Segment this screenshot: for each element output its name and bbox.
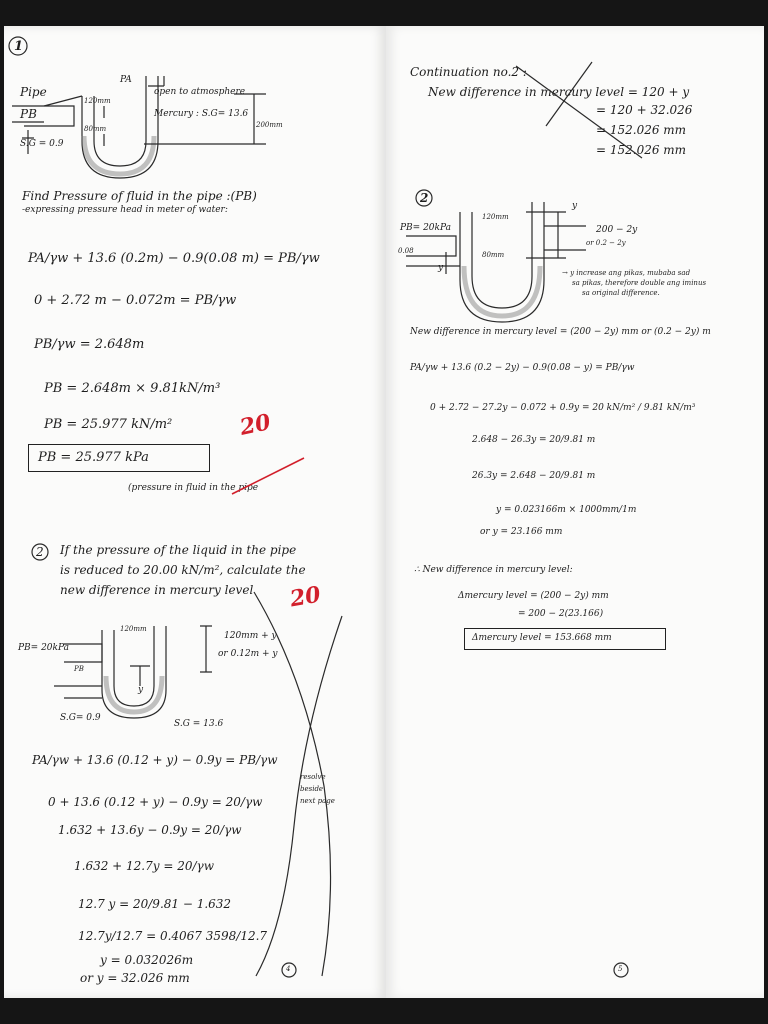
q2-pb-label: PB= 20kPa xyxy=(18,643,69,653)
cont-line-3: = 120 + 32.026 xyxy=(596,103,693,117)
sol-line-8: ∴ New difference in mercury level: xyxy=(414,565,573,575)
q2-side-1: 120mm + y xyxy=(224,631,277,641)
fig-side-2: or 0.2 − 2y xyxy=(586,239,626,247)
right-answer: Δmercury level = 153.668 mm xyxy=(472,633,612,643)
q2-sg-label: S.G= 0.9 xyxy=(60,713,101,723)
left-page-number-circle xyxy=(4,26,386,998)
sol-line-1: New difference in mercury level = (200 − 2y) mm or (0.2 − 2y) m xyxy=(410,327,711,337)
cont-line-4: = 152.026 mm xyxy=(596,123,687,137)
q2-line-3: 1.632 + 13.6y − 0.9y = 20/γw xyxy=(58,823,242,837)
sol-line-3: 0 + 2.72 − 27.2y − 0.072 + 0.9y = 20 kN/m² / 9.81 kN/m³ xyxy=(430,403,696,413)
sol-line-9: Δmercury level = (200 − 2y) mm xyxy=(458,591,609,601)
fig-note-3: sa original difference. xyxy=(582,289,660,297)
cont-line-5: = 152.026 mm xyxy=(596,143,687,157)
fig-120mm-label: 120mm xyxy=(482,213,509,221)
q1-pipe-label: Pipe xyxy=(20,85,47,99)
q1-number: 1 xyxy=(14,39,24,54)
q2-text-1: If the pressure of the liquid in the pipe xyxy=(60,543,297,557)
fig-y-label: y xyxy=(438,263,444,273)
resolve-note-2: beside xyxy=(300,785,324,793)
q1-note: (pressure in fluid in the pipe xyxy=(128,483,259,493)
q1-open-label: open to atmosphere xyxy=(154,87,246,97)
left-notebook-page xyxy=(4,26,386,998)
cont-line-2: New difference in mercury level = 120 + y xyxy=(428,85,690,99)
sol-line-7: or y = 23.166 mm xyxy=(480,527,563,537)
q2-side-2: or 0.12m + y xyxy=(218,649,278,659)
q1-line-5: PB/γw = 2.648m xyxy=(34,337,145,352)
fig-pb-label: PB= 20kPa xyxy=(400,223,451,233)
q2-line-4: 1.632 + 12.7y = 20/γw xyxy=(74,859,214,873)
q1-line-1: Find Pressure of fluid in the pipe :(PB) xyxy=(22,189,257,203)
q2-line-6: 12.7y/12.7 = 0.4067 3598/12.7 xyxy=(78,929,268,943)
q1-line-2: -expressing pressure head in meter of water: xyxy=(22,205,228,215)
sol-line-4: 2.648 − 26.3y = 20/9.81 m xyxy=(472,435,596,445)
right-page-number: 5 xyxy=(618,965,623,973)
q2-y-label: y xyxy=(138,685,144,695)
q1-sg-label: S.G = 0.9 xyxy=(20,139,64,149)
score-2: 20 xyxy=(287,581,323,613)
q1-pa-label: PA xyxy=(120,75,132,85)
fig-number: 2 xyxy=(420,191,429,205)
fig-side-1: 200 − 2y xyxy=(596,225,638,235)
sol-line-6: y = 0.023166m × 1000mm/1m xyxy=(496,505,637,515)
q2-pb2-label: PB xyxy=(74,665,84,673)
q2-line-1: PA/γw + 13.6 (0.12 + y) − 0.9y = PB/γw xyxy=(32,753,278,767)
q1-line-3: PA/γw + 13.6 (0.2m) − 0.9(0.08 m) = PB/γw xyxy=(28,251,320,266)
resolve-note-1: resolve xyxy=(300,773,326,781)
q2-line-2: 0 + 13.6 (0.12 + y) − 0.9y = 20/γw xyxy=(48,795,263,809)
q2-line-8: or y = 32.026 mm xyxy=(80,971,190,985)
score-1: 20 xyxy=(237,409,273,441)
q1-120mm-label: 120mm xyxy=(84,97,111,105)
sol-line-2: PA/γw + 13.6 (0.2 − 2y) − 0.9(0.08 − y) = PB/γw xyxy=(410,363,635,373)
q2-number: 2 xyxy=(36,545,44,559)
fig-y2-label: y xyxy=(572,201,578,211)
fig-note-2: sa pikas, therefore double ang iminus xyxy=(572,279,707,287)
q2-120mm-label: 120mm xyxy=(120,625,147,633)
fig-note-1: → y increase ang pikas, mubaba sad xyxy=(562,269,691,277)
sol-line-10: = 200 − 2(23.166) xyxy=(518,609,604,619)
q1-line-7: PB = 25.977 kN/m² xyxy=(44,417,173,432)
q1-200mm-label: 200mm xyxy=(256,121,283,129)
q1-line-6: PB = 2.648m × 9.81kN/m³ xyxy=(44,381,221,396)
right-notebook-page xyxy=(386,26,764,998)
cont-line-1: Continuation no.2 : xyxy=(410,65,527,79)
resolve-note-3: next page xyxy=(300,797,335,805)
q2-line-5: 12.7 y = 20/9.81 − 1.632 xyxy=(78,897,232,911)
q1-answer: PB = 25.977 kPa xyxy=(38,450,149,465)
fig-80mm-label: 80mm xyxy=(482,251,505,259)
q2-text-2: is reduced to 20.00 kN/m², calculate the xyxy=(60,563,306,577)
q1-pb-label: PB xyxy=(20,107,37,121)
fig-008-label: 0.08 xyxy=(398,247,414,255)
q1-line-4: 0 + 2.72 m − 0.072m = PB/γw xyxy=(34,293,237,308)
q2-sg2-label: S.G = 13.6 xyxy=(174,719,224,729)
q1-80mm-label: 80mm xyxy=(84,125,107,133)
q2-text-3: new difference in mercury level xyxy=(60,583,254,597)
right-page-number-circle xyxy=(386,26,764,998)
left-page-number: 4 xyxy=(286,965,291,973)
sol-line-5: 26.3y = 2.648 − 20/9.81 m xyxy=(472,471,596,481)
q1-mercury-label: Mercury : S.G= 13.6 xyxy=(154,109,249,119)
q2-line-7: y = 0.032026m xyxy=(100,953,194,967)
